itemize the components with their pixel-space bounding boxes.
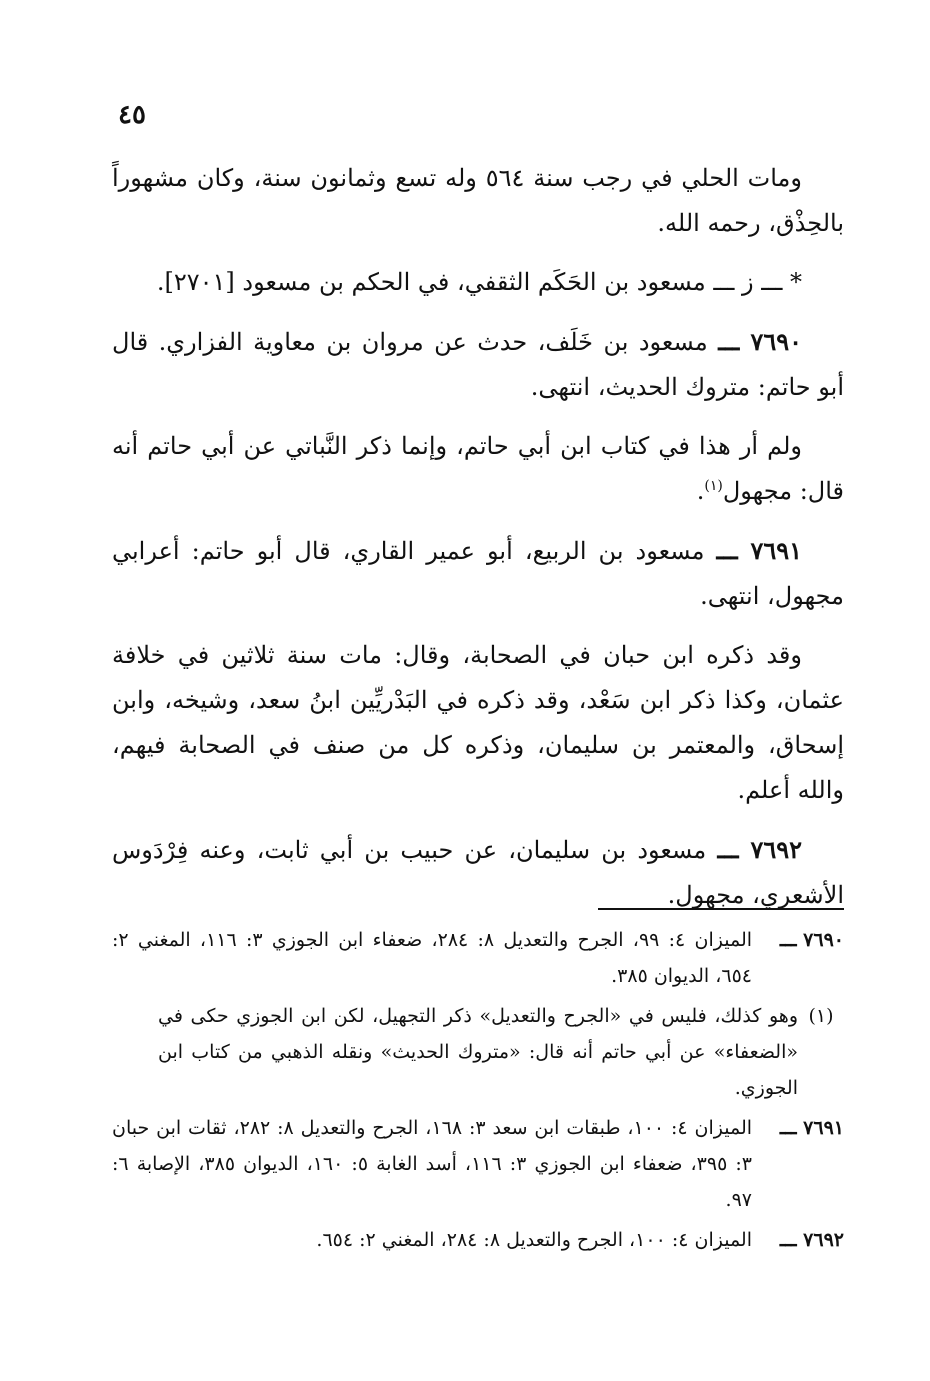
paragraph-text: ومات الحلي في رجب سنة ٥٦٤ وله تسع وثمانون سنة، وكان مشهوراً بالحِذْق، رحمه الله. xyxy=(112,164,844,237)
paragraph-text: مسعود بن سليمان، عن حبيب بن أبي ثابت، وعنه فِرْدَوس الأشعري، مجهول. xyxy=(112,836,844,909)
footnote-7690 xyxy=(112,922,844,994)
entry-number: ٧٦٩١ ـــ xyxy=(716,536,802,565)
footnote-divider xyxy=(598,908,844,910)
paragraph xyxy=(112,424,844,514)
paragraph xyxy=(112,156,844,246)
paragraph-text: * ـــ ز ـــ مسعود بن الحَكَم الثقفي، في الحكم بن مسعود [٢٧٠١]. xyxy=(156,268,802,296)
paragraph-text: مسعود بن خَلَف، حدث عن مروان بن معاوية الفزاري. قال أبو حاتم: متروك الحديث، انتهى. xyxy=(112,328,844,401)
footnote-text: وهو كذلك، فليس في «الجرح والتعديل» ذكر التجهيل، لكن ابن الجوزي حكى في «الضعفاء» عن أبي حاتم أنه قال: «متروك الحديث» ونقله الذهبي من كتاب ابن الجوزي. xyxy=(158,1005,798,1099)
entry-number: ٧٦٩٠ ـــ xyxy=(718,327,802,356)
footnote-marker[interactable]: (١) xyxy=(704,478,723,494)
paragraph-text: وقد ذكره ابن حبان في الصحابة، وقال: مات سنة ثلاثين في خلافة عثمان، وكذا ذكر ابن سَعْد، وقد ذكره في البَدْريِّين ابنُ سعد، وشيخه، وابن إسحاق، والمعتمر بن سليمان، وذكره كل من صنف في الصحابة فيهم، والله أعلم. xyxy=(112,641,844,804)
cross-reference-entry xyxy=(112,260,844,305)
footnote-text: الميزان ٤: ٩٩، الجرح والتعديل ٨: ٢٨٤، ضعفاء ابن الجوزي ٣: ١١٦، المغني ٢: ٦٥٤، الديوان ٣٨٥. xyxy=(112,929,753,987)
entry-7690 xyxy=(112,319,844,410)
paragraph xyxy=(112,633,844,813)
footnote-text: الميزان ٤: ١٠٠، طبقات ابن سعد ٣: ١٦٨، الجرح والتعديل ٨: ٢٨٢، ثقات ابن حبان ٣: ٣٩٥، ضعفاء ابن الجوزي ٣: ١١٦، أسد الغابة ٥: ١٦٠، الديوان ٣٨٥، الإصابة ٦: ٩٧. xyxy=(112,1117,753,1211)
footnote-label: ٧٦٩١ ـــ xyxy=(779,1117,844,1139)
entry-7692 xyxy=(112,827,844,918)
footnote-label: ٧٦٩٠ ـــ xyxy=(779,929,844,951)
footnote-1 xyxy=(112,998,844,1106)
footnote-label: (١) xyxy=(808,1005,834,1027)
footnote-7692 xyxy=(112,1222,844,1258)
entry-number: ٧٦٩٢ ـــ xyxy=(717,835,802,864)
main-text xyxy=(112,156,844,932)
page-number: ٤٥ xyxy=(118,100,146,130)
footnote-label: ٧٦٩٢ ـــ xyxy=(779,1229,844,1251)
paragraph-tail: . xyxy=(696,477,705,505)
entry-7691 xyxy=(112,528,844,619)
paragraph-text: ولم أر هذا في كتاب ابن أبي حاتم، وإنما ذكر النَّباتي عن أبي حاتم أنه قال: مجهول xyxy=(112,432,844,505)
paragraph-text: مسعود بن الربيع، أبو عمير القاري، قال أبو حاتم: أعرابي مجهول، انتهى. xyxy=(112,537,844,610)
footnotes xyxy=(112,922,844,1262)
footnote-7691 xyxy=(112,1110,844,1218)
footnote-text: الميزان ٤: ١٠٠، الجرح والتعديل ٨: ٢٨٤، المغني ٢: ٦٥٤. xyxy=(316,1229,752,1251)
